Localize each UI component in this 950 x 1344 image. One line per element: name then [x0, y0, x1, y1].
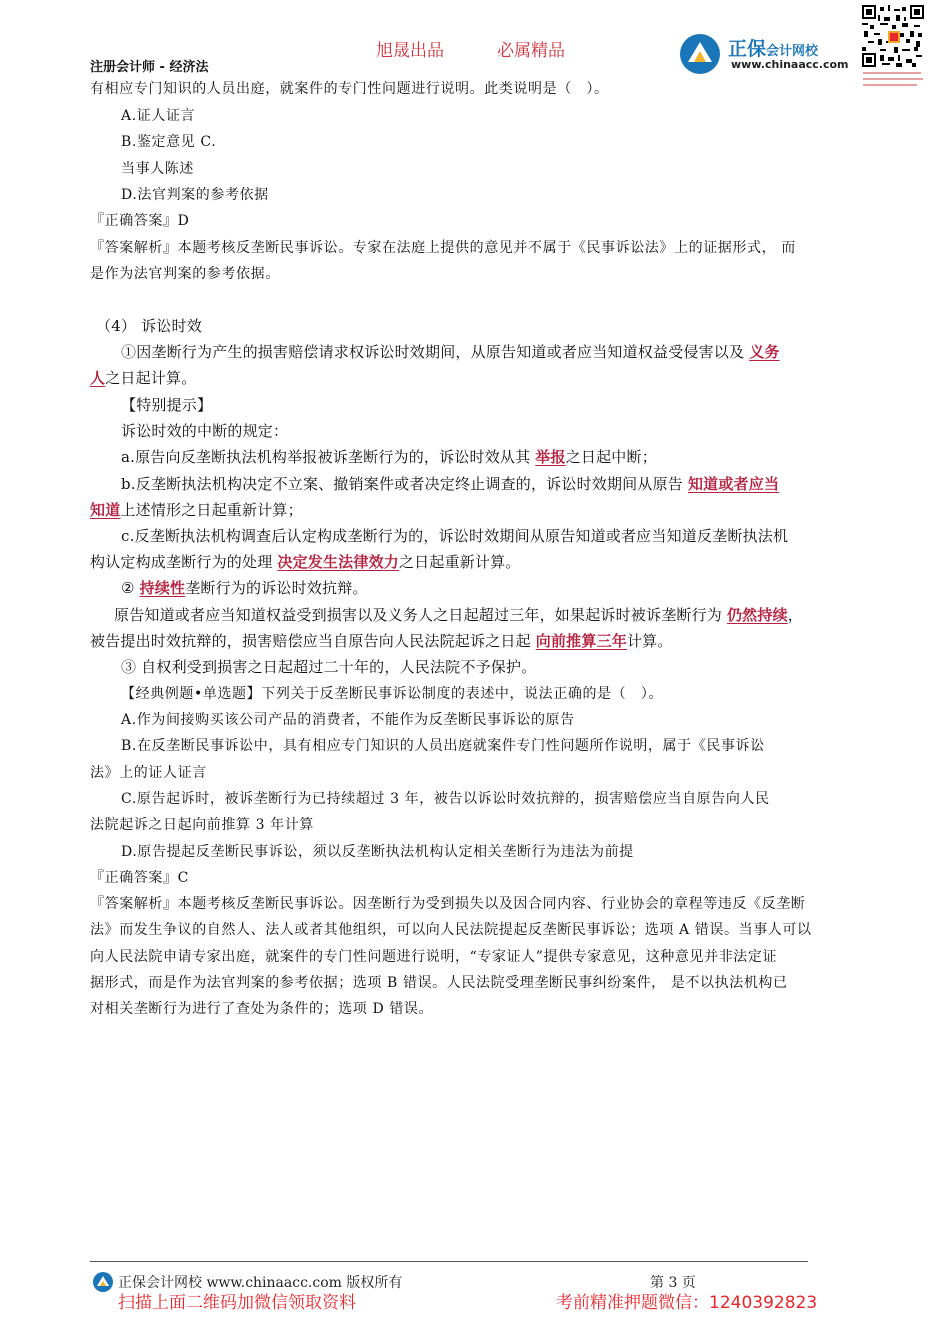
para-limitation-start-cont	[90, 368, 860, 388]
header-subtitle: 注册会计师 - 经济法	[90, 60, 209, 75]
example-analysis-cont-2: 向人民法院申请专家出庭，就案件的专门性问题进行说明，“专家证人”提供专家意见，这种意见并非法定证	[90, 949, 778, 965]
highlight-text: 仍然持续	[726, 606, 788, 624]
example-option-a: A.作为间接购买该公司产品的消费者，不能作为反垄断民事诉讼的原告	[121, 712, 575, 728]
option-a: A.证人证言	[121, 108, 196, 124]
text-segment: a.原告向反垄断执法机构举报被诉垄断行为的，诉讼时效从其	[121, 448, 536, 466]
qr-caption-decoration	[863, 70, 925, 92]
example-analysis-cont-4: 对相关垄断行为进行了查处为条件的；选项 D 错误。	[90, 1001, 434, 1017]
text-segment: 构认定构成垄断行为的处理	[90, 553, 278, 571]
rule-b	[121, 474, 891, 494]
example-analysis: 『答案解析』本题考核反垄断民事诉讼。因垄断行为受到损失以及因合同内容、行业协会的章程等违反《反垄断	[90, 896, 806, 912]
text-segment: 之日起计算。	[105, 369, 197, 387]
rule-c: c.反垄断执法机构调查后认定构成垄断行为的，诉讼时效期间从原告知道或者应当知道反垄断执法机	[121, 527, 789, 545]
text-segment: 上述情形之日起重新计算；	[120, 501, 303, 519]
header-slogan-right: 必属精品	[497, 41, 565, 61]
text-segment: 之日起重新计算。	[398, 553, 521, 571]
highlight-text: 决定发生法律效力	[277, 553, 399, 571]
text-segment: ，	[787, 606, 803, 624]
highlight-text: 知道	[90, 501, 121, 519]
highlight-text: 知道或者应当	[687, 475, 780, 493]
chinaacc-logo-icon	[678, 32, 722, 76]
example-correct-answer: 『正确答案』C	[90, 870, 189, 886]
footer-promo-right: 考前精准押题微信：1240392823	[556, 1293, 818, 1313]
footer-promo-left: 扫描上面二维码加微信领取资料	[118, 1293, 356, 1313]
highlight-text: 义务	[749, 343, 780, 361]
continuing-conduct-heading	[121, 578, 891, 598]
header-slogan-left: 旭晟出品	[376, 41, 444, 61]
logo-name-small: 会计网校	[766, 44, 819, 59]
example-question: 【经典例题•单选题】下列关于反垄断民事诉讼制度的表述中，说法正确的是（ ）。	[121, 686, 664, 702]
continuing-conduct-rule	[114, 605, 884, 625]
highlight-text: 向前推算三年	[535, 632, 627, 650]
logo-brand	[728, 34, 818, 61]
logo-url: www.chinaacc.com	[731, 58, 849, 71]
example-option-b: B.在反垄断民事诉讼中，具有相应专门知识的人员出庭就案件专门性问题所作说明，属于《民事诉讼	[121, 738, 765, 754]
qr-code-icon	[862, 5, 924, 67]
option-c: 当事人陈述	[121, 161, 194, 177]
interruption-rules-heading: 诉讼时效的中断的规定：	[121, 422, 289, 440]
example-option-b-cont: 法》上的证人证言	[90, 765, 207, 781]
text-segment: ①因垄断行为产生的损害赔偿请求权诉讼时效期间，从原告知道或者应当知道权益受侵害以及	[121, 343, 750, 361]
footer-logo-icon	[92, 1271, 114, 1293]
text-segment: ②	[121, 579, 140, 597]
example-option-c: C.原告起诉时，被诉垄断行为已持续超过 3 年，被告以诉讼时效抗辩的，损害赔偿应当自原告向人民	[121, 791, 770, 807]
answer-analysis: 『答案解析』本题考核反垄断民事诉讼。专家在法庭上提供的意见并不属于《民事诉讼法》上的证据形式， 而	[90, 240, 796, 256]
text-segment: 之日起中断；	[565, 448, 657, 466]
continuing-conduct-rule-cont	[90, 631, 860, 651]
example-option-d: D.原告提起反垄断民事诉讼，须以反垄断执法机构认定相关垄断行为违法为前提	[121, 844, 634, 860]
para-limitation-start	[121, 342, 891, 362]
correct-answer: 『正确答案』D	[90, 213, 190, 229]
highlight-text: 持续性	[139, 579, 186, 597]
footer-page-number: 第 3 页	[650, 1275, 696, 1291]
highlight-text: 人	[90, 369, 106, 387]
footer-copyright: 正保会计网校 www.chinaacc.com 版权所有	[118, 1275, 403, 1291]
section-heading: （4） 诉讼时效	[96, 317, 202, 335]
text-segment: 原告知道或者应当知道权益受到损害以及义务人之日起超过三年，如果起诉时被诉垄断行为	[114, 606, 727, 624]
logo-name: 正保	[728, 38, 767, 60]
example-analysis-cont-1: 法》而发生争议的自然人、法人或者其他组织，可以向人民法院提起反垄断民事诉讼；选项 A 错误。当事人可以	[90, 922, 812, 938]
rule-b-cont	[90, 500, 860, 520]
option-b: B.鉴定意见 C.	[121, 134, 217, 150]
special-tip-heading: 【特别提示】	[121, 396, 213, 414]
twenty-year-rule: ③ 自权利受到损害之日起超过二十年的，人民法院不予保护。	[121, 658, 537, 676]
text-segment: 垄断行为的诉讼时效抗辩。	[185, 579, 368, 597]
answer-analysis-cont: 是作为法官判案的参考依据。	[90, 266, 280, 282]
highlight-text: 举报	[535, 448, 566, 466]
rule-c-cont	[90, 552, 860, 572]
footer-divider	[90, 1261, 808, 1262]
text-segment: 计算。	[626, 632, 673, 650]
option-d: D.法官判案的参考依据	[121, 187, 269, 203]
rule-a	[121, 447, 891, 467]
example-analysis-cont-3: 据形式，而是作为法官判案的参考依据；选项 B 错误。人民法院受理垄断民事纠纷案件， 是不以执法机构已	[90, 975, 788, 991]
text-segment: 被告提出时效抗辩的，损害赔偿应当自原告向人民法院起诉之日起	[90, 632, 536, 650]
text-segment: b.反垄断执法机构决定不立案、撤销案件或者决定终止调查的，诉讼时效期间从原告	[121, 475, 688, 493]
example-option-c-cont: 法院起诉之日起向前推算 3 年计算	[90, 817, 315, 833]
question-stem-tail: 有相应专门知识的人员出庭，就案件的专门性问题进行说明。此类说明是（ ）。	[90, 81, 609, 97]
